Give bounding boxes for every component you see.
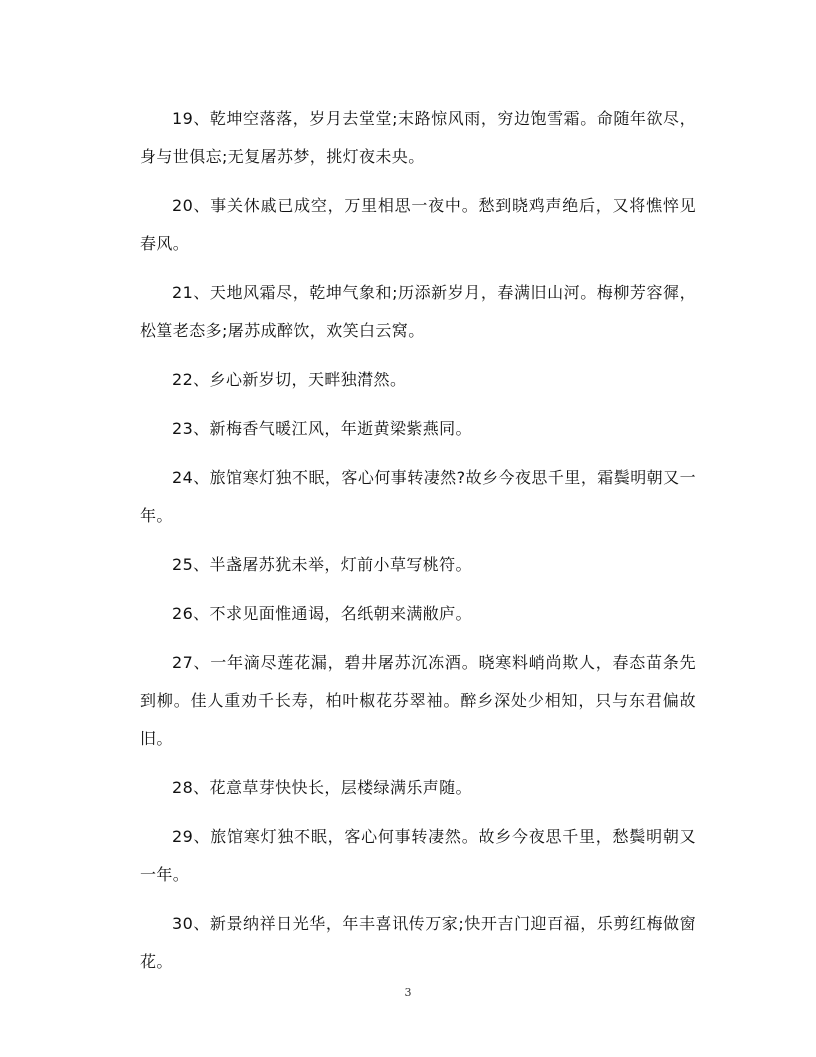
paragraph-19: 19、乾坤空落落，岁月去堂堂;末路惊风雨，穷边饱雪霜。命随年欲尽，身与世俱忘;无复屠苏梦，挑灯夜未央。 [140, 109, 696, 166]
paragraph-24: 24、旅馆寒灯独不眠，客心何事转凄然?故乡今夜思千里，霜鬓明朝又一年。 [140, 468, 696, 525]
paragraph-27: 27、一年滴尽莲花漏，碧井屠苏沉冻酒。晓寒料峭尚欺人，春态苗条先到柳。佳人重劝千长寿，柏叶椒花芬翠袖。醉乡深处少相知，只与东君偏故旧。 [140, 653, 696, 748]
document-body [140, 100, 696, 992]
paragraph-20: 20、事关休戚已成空，万里相思一夜中。愁到晓鸡声绝后，又将憔悴见春风。 [140, 196, 696, 253]
paragraph-23: 23、新梅香气暖江风，年逝黄梁紫燕同。 [172, 419, 472, 438]
paragraph-30: 30、新景纳祥日光华，年丰喜讯传万家;快开吉门迎百福，乐剪红梅做窗花。 [140, 914, 696, 971]
page-number: 3 [404, 986, 412, 999]
paragraph-26: 26、不求见面惟通谒，名纸朝来满敝庐。 [172, 604, 472, 623]
paragraph-22: 22、乡心新岁切，天畔独潸然。 [172, 370, 407, 389]
paragraph-29: 29、旅馆寒灯独不眠，客心何事转凄然。故乡今夜思千里，愁鬓明朝又一年。 [140, 827, 696, 884]
paragraph-21: 21、天地风霜尽，乾坤气象和;历添新岁月，春满旧山河。梅柳芳容徲，松篁老态多;屠苏成醉饮，欢笑白云窝。 [140, 283, 696, 340]
paragraph-25: 25、半盏屠苏犹未举，灯前小草写桃符。 [172, 555, 472, 574]
paragraph-28: 28、花意草芽快快长，层楼绿满乐声随。 [172, 778, 472, 797]
